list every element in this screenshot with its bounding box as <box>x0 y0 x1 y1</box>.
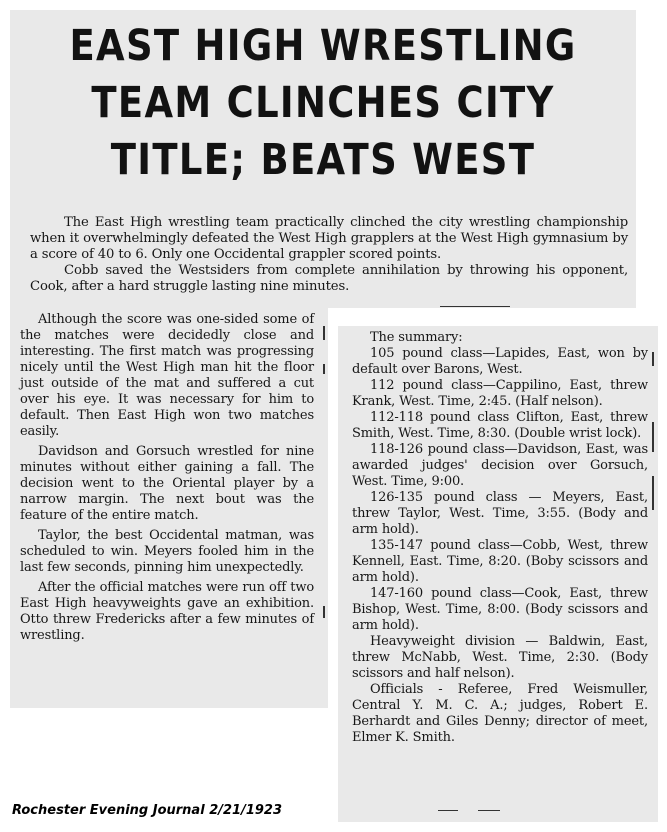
summary-item: 112-118 pound class Clifton, East, threw Smith, West. Time, 8:30. (Double wrist lock). <box>352 410 648 441</box>
summary-item: 112 pound class—Cappilino, East, threw Krank, West. Time, 2:45. (Half nelson). <box>352 378 648 409</box>
body-paragraph: Taylor, the best Occidental matman, was scheduled to win. Meyers fooled him in the last few seconds, pinning him unexpectedly. <box>20 528 314 575</box>
summary-heading: The summary: <box>370 330 463 345</box>
body-paragraph: Although the score was one-sided some of the matches were decidedly close and interesting. The first match was progressing nicely until the West High man hit the floor just outside of the mat and suffered a cut over his eye. It was necessary for him to default. Then East High won two matches easily. <box>20 312 314 439</box>
summary-item: 105 pound class—Lapides, East, won by default over Barons, West. <box>352 346 648 377</box>
column-divider <box>323 326 325 340</box>
column-divider <box>323 606 325 618</box>
summary-item: 147-160 pound class—Cook, East, threw Bishop, West. Time, 8:00. (Body scissors and arm hold). <box>352 586 648 633</box>
headline <box>54 18 592 189</box>
summary-item: 135-147 pound class—Cobb, West, threw Kennell, East. Time, 8:20. (Boby scissors and arm hold). <box>352 538 648 585</box>
summary-item: Officials - Referee, Fred Weismuller, Central Y. M. C. A.; judges, Robert E. Berhardt and Giles Denny; director of meet, Elmer K. Smith. <box>352 682 648 745</box>
column-divider <box>652 352 654 366</box>
lead-text <box>30 215 628 295</box>
body-paragraph: Davidson and Gorsuch wrestled for nine minutes without either gaining a fall. The decision went to the Oriental player by a narrow margin. The next bout was the feature of the entire match. <box>20 444 314 523</box>
headline-line-3: TITLE; BEATS WEST <box>110 135 536 185</box>
end-rule <box>478 810 500 811</box>
column-divider <box>652 476 654 510</box>
headline-line-1: EAST HIGH WRESTLING <box>69 21 577 71</box>
column-divider <box>652 422 654 452</box>
lead-paragraph: The East High wrestling team practically clinched the city wrestling championship when it overwhelmingly defeated the West High grapplers at the West High gymnasium by a score of 40 to 6. Only one Occidental grappler scored points. <box>30 215 628 262</box>
summary-clipping <box>338 326 658 822</box>
left-column-text <box>20 312 314 648</box>
summary-text <box>352 330 648 746</box>
lead-paragraph: Cobb saved the Westsiders from complete annihilation by throwing his opponent, Cook, after a hard struggle lasting nine minutes. <box>30 263 628 294</box>
column-divider <box>323 364 325 374</box>
summary-item: 126-135 pound class — Meyers, East, threw Taylor, West. Time, 3:55. (Body and arm hold). <box>352 490 648 537</box>
headline-line-2: TEAM CLINCHES CITY <box>91 78 555 128</box>
column-rule <box>440 306 510 307</box>
headline-clipping <box>10 10 636 308</box>
source-caption: Rochester Evening Journal 2/21/1923 <box>12 803 283 818</box>
left-column-clipping <box>10 308 328 708</box>
end-rule <box>438 810 458 811</box>
summary-item: 118-126 pound class—Davidson, East, was awarded judges' decision over Gorsuch, West. Time, 9:00. <box>352 442 648 489</box>
summary-item: Heavyweight division — Baldwin, East, threw McNabb, West. Time, 2:30. (Body scissors and half nelson). <box>352 634 648 681</box>
body-paragraph: After the official matches were run off two East High heavyweights gave an exhibition. Otto threw Fredericks after a few minutes of wrestling. <box>20 580 314 643</box>
